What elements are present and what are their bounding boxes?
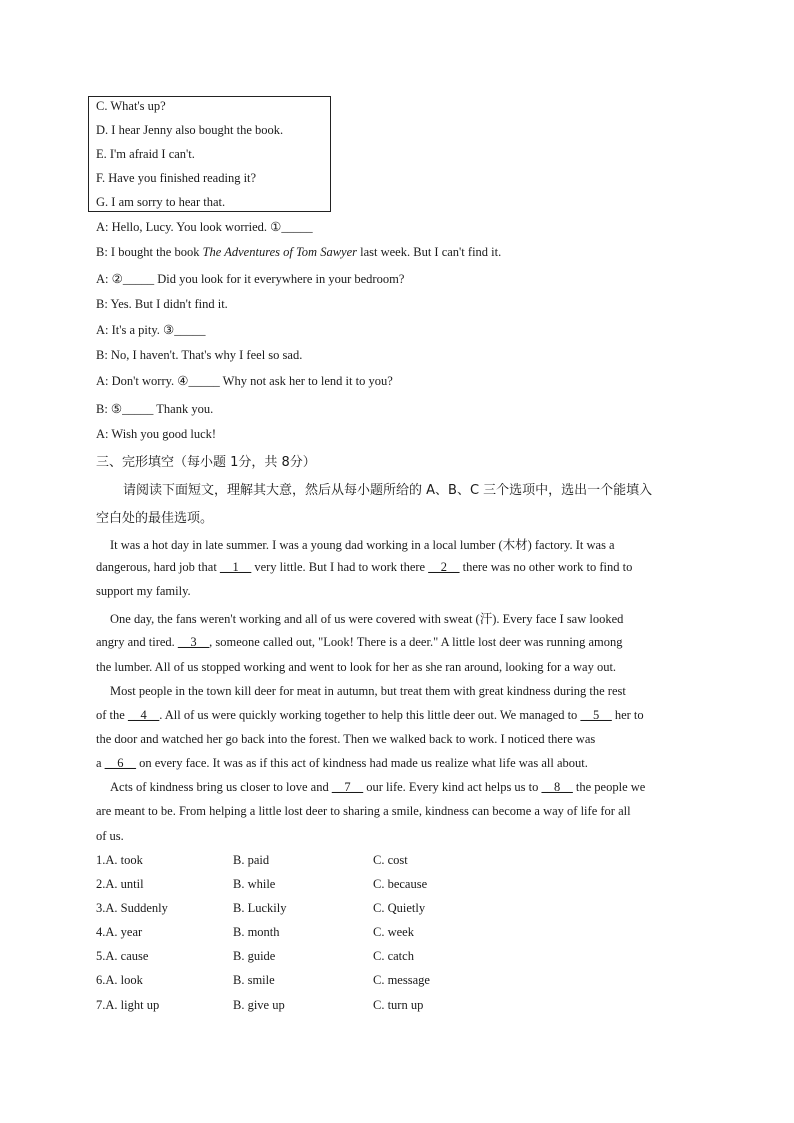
passage-text: a <box>96 756 105 770</box>
passage-text: very little. But I had to work there <box>251 560 429 574</box>
dialogue-line-9: A: Wish you good luck! <box>96 427 217 441</box>
options-box <box>88 96 331 212</box>
passage-text: our life. Every kind act helps us to <box>363 780 542 794</box>
option-f: F. Have you finished reading it? <box>96 171 257 185</box>
q2-option-b: B. while <box>233 877 276 891</box>
passage-text: on every face. It was as if this act of kindness had made us realize what life was all about. <box>135 756 588 770</box>
q2-option-c: C. because <box>373 877 428 891</box>
instruction-line-2: 空白处的最佳选项。 <box>96 511 214 526</box>
passage-text: there was no other work to find to <box>459 560 633 574</box>
passage-text: the people we <box>572 780 646 794</box>
passage-text: , someone called out, "Look! There is a deer." A little lost deer was running among <box>209 635 623 649</box>
dialogue-line-7: A: Don't worry. ④_____ Why not ask her to lend it to you? <box>96 374 393 388</box>
q7-option-a: 7.A. light up <box>96 998 160 1012</box>
dialogue-text: B: I bought the book <box>96 245 203 259</box>
blank-8: __8__ <box>541 780 573 794</box>
passage-line: It was a hot day in late summer. I was a young dad working in a local lumber (木材) factory. It was a <box>110 538 615 552</box>
q5-option-c: C. catch <box>373 949 414 963</box>
passage-line: One day, the fans weren't working and all of us were covered with sweat (汗). Every face I saw looked <box>110 612 624 626</box>
q6-option-a: 6.A. look <box>96 973 143 987</box>
blank-5: __5__ <box>580 708 612 722</box>
dialogue-line-4: B: Yes. But I didn't find it. <box>96 297 228 311</box>
q6-option-b: B. smile <box>233 973 275 987</box>
passage-text: of the <box>96 708 128 722</box>
q1-option-c: C. cost <box>373 853 408 867</box>
passage-line <box>96 560 700 575</box>
passage-text: dangerous, hard job that <box>96 560 220 574</box>
passage-text: Acts of kindness bring us closer to love and <box>110 780 332 794</box>
q3-option-b: B. Luckily <box>233 901 287 915</box>
blank-7: __7__ <box>331 780 364 794</box>
passage-line: the door and watched her go back into the forest. Then we walked back to work. I noticed there was <box>96 732 596 746</box>
dialogue-line-6: B: No, I haven't. That's why I feel so sad. <box>96 348 303 362</box>
passage-line <box>96 780 714 795</box>
blank-4: __4__ <box>127 708 160 722</box>
blank-3: __3__ <box>177 635 210 649</box>
passage-line <box>96 756 700 771</box>
passage-line: of us. <box>96 829 124 843</box>
q7-option-c: C. turn up <box>373 998 424 1012</box>
dialogue-line-1: A: Hello, Lucy. You look worried. ①_____ <box>96 220 313 234</box>
q3-option-c: C. Quietly <box>373 901 426 915</box>
passage-line: support my family. <box>96 584 191 598</box>
instruction-line-1: 请阅读下面短文，理解其大意，然后从每小题所给的 A、B、C 三个选项中，选出一个能填入 <box>123 483 653 498</box>
blank-1: __1__ <box>219 560 252 574</box>
dialogue-line-8: B: ⑤_____ Thank you. <box>96 402 214 416</box>
q7-option-b: B. give up <box>233 998 285 1012</box>
dialogue-line-5: A: It's a pity. ③_____ <box>96 323 206 337</box>
passage-line <box>96 635 700 650</box>
passage-line: Most people in the town kill deer for meat in autumn, but treat them with great kindness during the rest <box>110 684 626 698</box>
q4-option-c: C. week <box>373 925 414 939</box>
option-e: E. I'm afraid I can't. <box>96 147 195 161</box>
passage-line: the lumber. All of us stopped working and went to look for her as she ran around, looking for a way out. <box>96 660 617 674</box>
dialogue-text: last week. But I can't find it. <box>357 245 502 259</box>
q5-option-a: 5.A. cause <box>96 949 149 963</box>
option-g: G. I am sorry to hear that. <box>96 195 226 209</box>
passage-text: her to <box>611 708 644 722</box>
q2-option-a: 2.A. until <box>96 877 144 891</box>
passage-text: angry and tired. <box>96 635 178 649</box>
q5-option-b: B. guide <box>233 949 276 963</box>
option-c: C. What's up? <box>96 99 166 113</box>
q1-option-a: 1.A. took <box>96 853 143 867</box>
dialogue-line-3: A: ②_____ Did you look for it everywhere in your bedroom? <box>96 272 405 286</box>
section-heading: 三、完形填空（每小题 1分，共 8分） <box>96 455 316 470</box>
blank-6: __6__ <box>104 756 136 770</box>
q3-option-a: 3.A. Suddenly <box>96 901 168 915</box>
passage-line <box>96 708 700 723</box>
q4-option-a: 4.A. year <box>96 925 143 939</box>
option-d: D. I hear Jenny also bought the book. <box>96 123 284 137</box>
q1-option-b: B. paid <box>233 853 270 867</box>
passage-line: are meant to be. From helping a little lost deer to sharing a smile, kindness can become a way of life for all <box>96 804 631 818</box>
q6-option-c: C. message <box>373 973 430 987</box>
blank-2: __2__ <box>428 560 460 574</box>
book-title: The Adventures of Tom Sawyer <box>202 245 357 259</box>
passage-text: . All of us were quickly working together to help this little deer out. We managed to <box>159 708 581 722</box>
dialogue-line-2 <box>96 245 501 260</box>
q4-option-b: B. month <box>233 925 280 939</box>
